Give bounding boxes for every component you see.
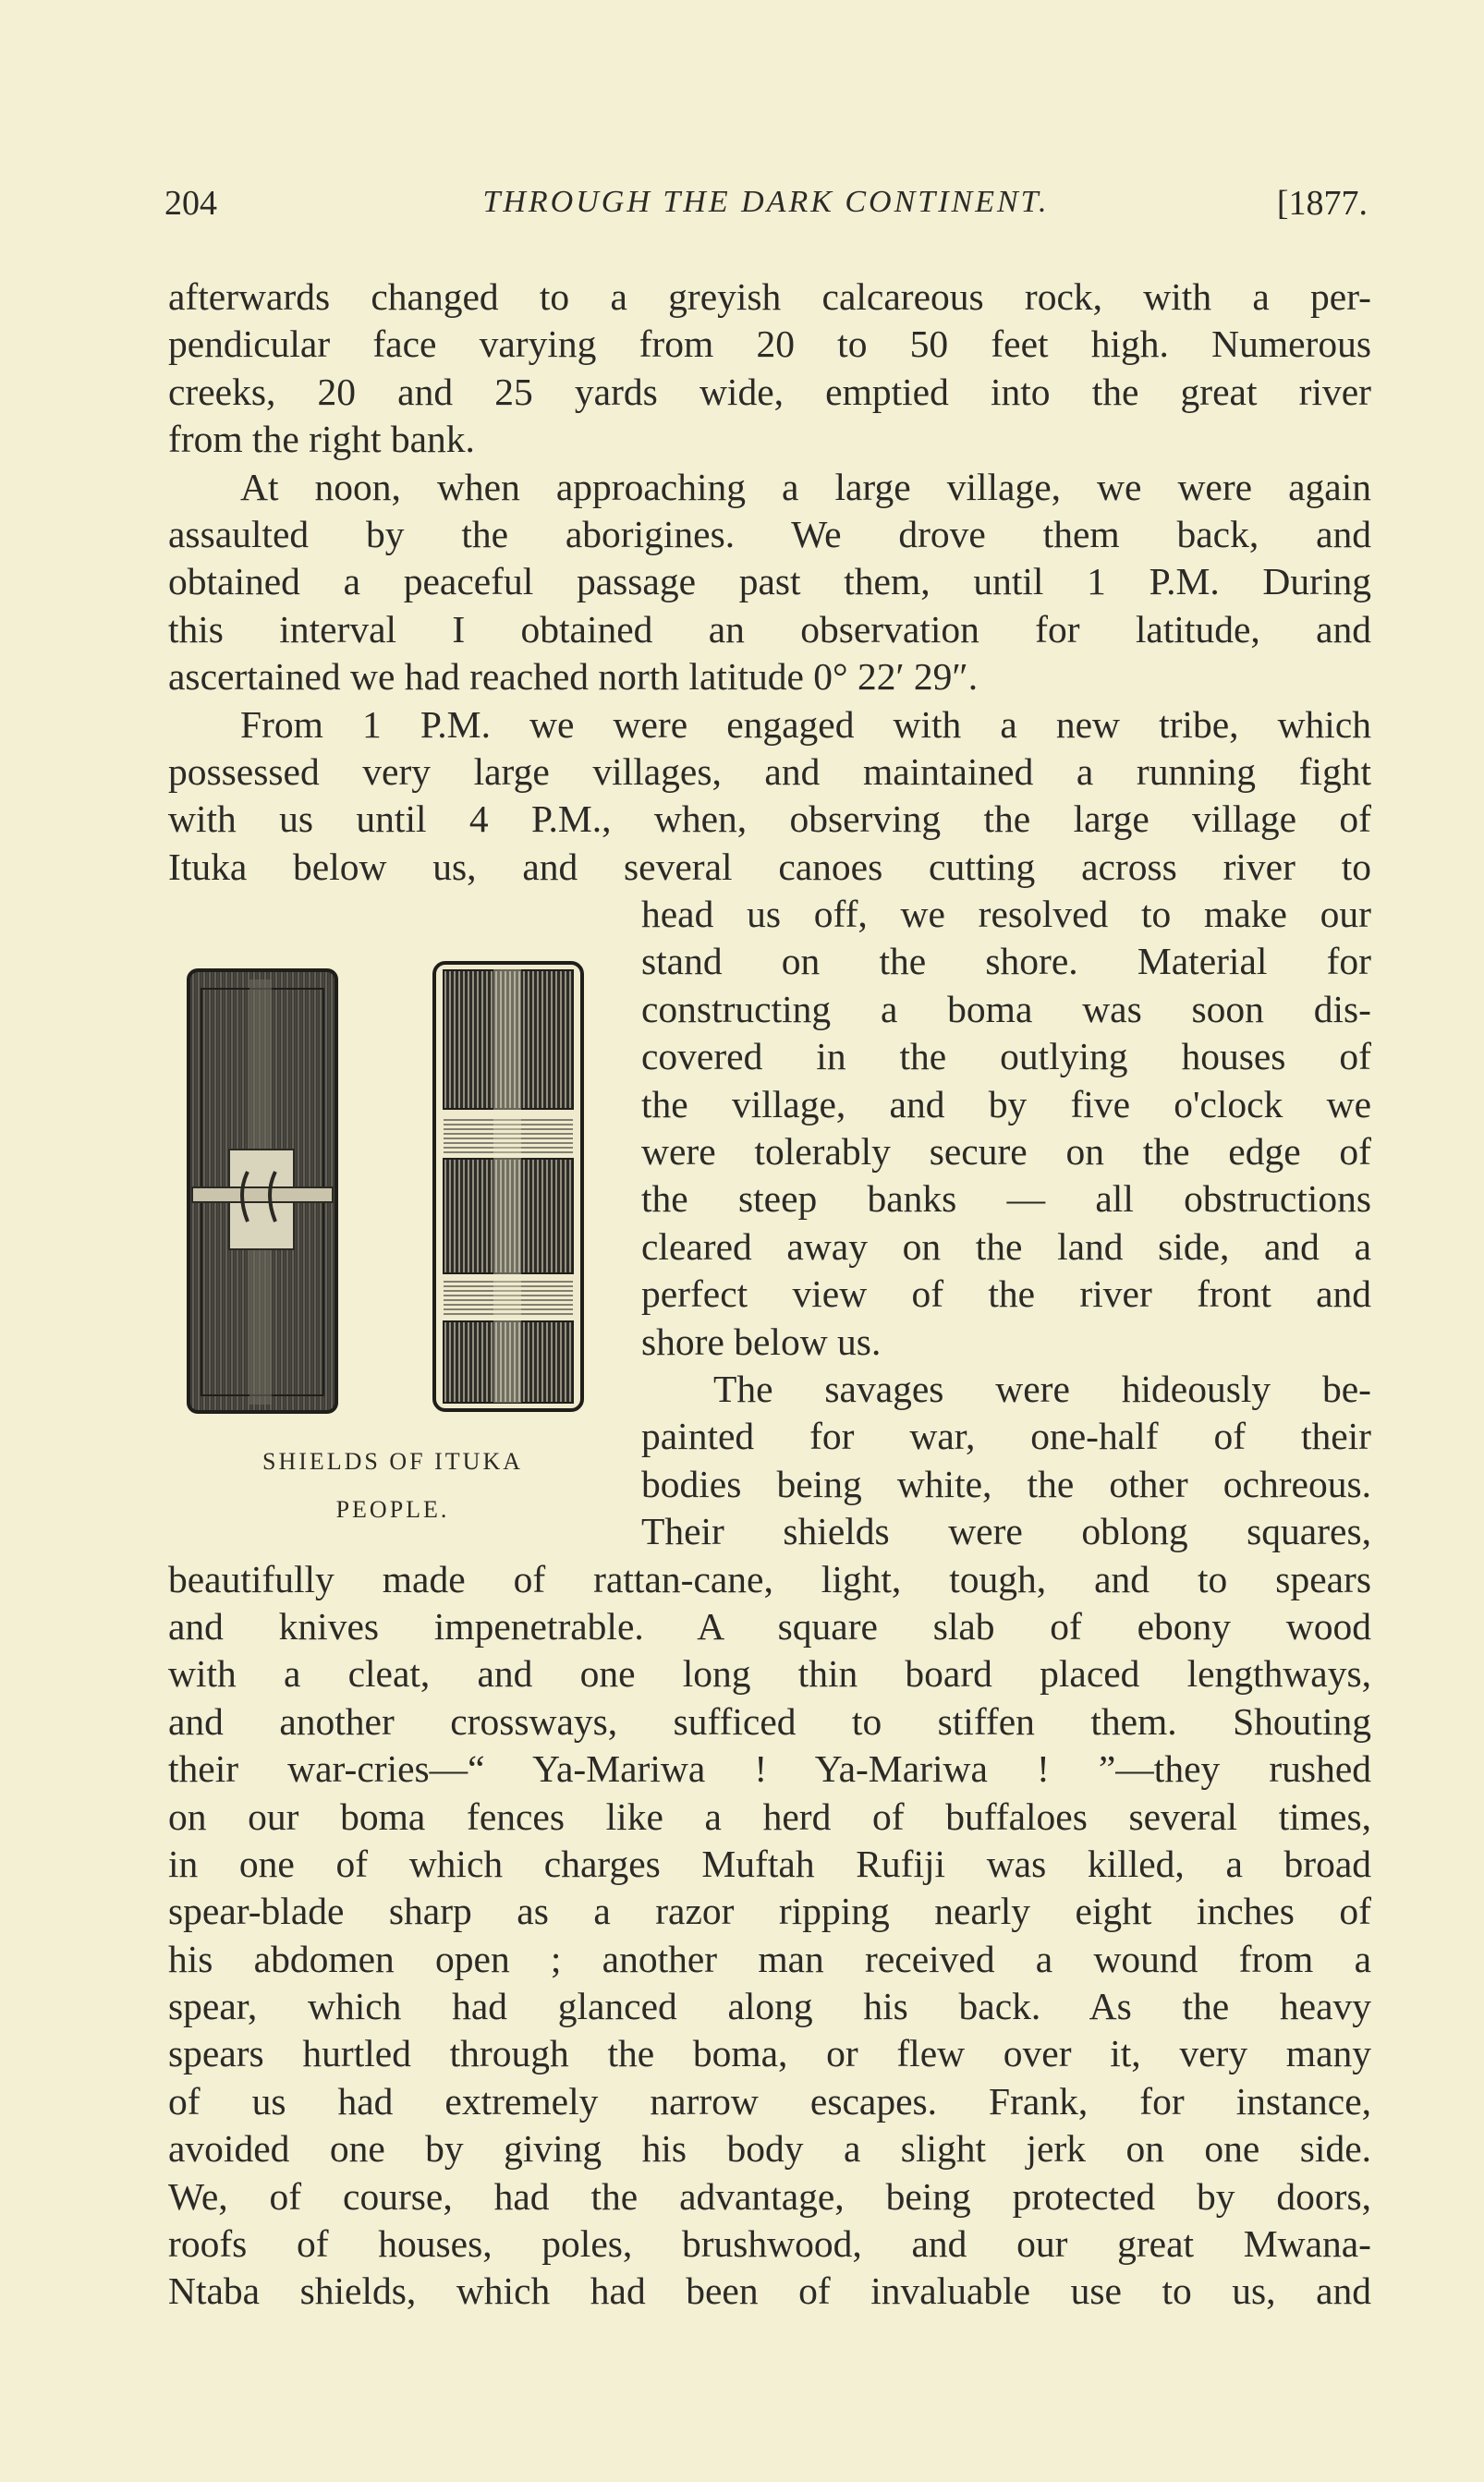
text-line: on our boma fences like a herd of buffaloes several times, [168,1795,1371,1838]
text-line: and another crossways, sufficed to stiffen them. Shouting [168,1699,1371,1743]
text-line: spears hurtled through the boma, or flew over it, very many [168,2032,1371,2075]
running-title: THROUGH THE DARK CONTINENT. [482,185,1050,219]
running-header [164,183,1368,238]
text-line: from the right bank. [168,418,475,461]
shields-engraving [176,952,610,1414]
text-line: At noon, when approaching a large village, we were again [240,465,1371,508]
text-line: and knives impenetrable. A square slab of ebony wood [168,1604,1371,1648]
text-line: painted for war, one-half of their [641,1415,1371,1458]
text-line: From 1 P.M. we were engaged with a new tribe, which [240,702,1371,746]
text-line: their war-cries—“ Ya-Mariwa ! Ya-Mariwa ! ”—they rushed [168,1747,1371,1791]
text-line: Ntaba shields, which had been of invaluable use to us, and [168,2269,1371,2313]
text-line: We, of course, had the advantage, being protected by doors, [168,2174,1371,2218]
text-line: his abdomen open ; another man received a wound from a [168,1937,1371,1980]
text-line: obtained a peaceful passage past them, until 1 P.M. During [168,560,1371,603]
text-line: beautifully made of rattan-cane, light, tough, and to spears [168,1557,1371,1600]
text-line: creeks, 20 and 25 yards wide, emptied into the great river [168,370,1371,413]
text-line: this interval I obtained an observation for latitude, and [168,607,1371,651]
text-line: of us had extremely narrow escapes. Frank, for instance, [168,2079,1371,2123]
text-line: with us until 4 P.M., when, observing the large village of [168,797,1371,841]
text-line: spear, which had glanced along his back. As the heavy [168,1985,1371,2028]
header-year: [1877. [1276,184,1368,223]
text-line: afterwards changed to a greyish calcareous rock, with a per- [168,275,1371,318]
text-line: shore below us. [641,1320,882,1363]
text-line: The savages were hideously be- [713,1367,1371,1410]
text-line: the steep banks — all obstructions [641,1177,1371,1221]
text-line: perfect view of the river front and [641,1272,1371,1316]
text-line: ascertained we had reached north latitude 0° 22′ 29″. [168,655,979,699]
figure-caption [176,1438,610,1534]
text-line: Ituka below us, and several canoes cutting across river to [168,845,1371,888]
text-line: the village, and by five o'clock we [641,1082,1371,1125]
text-line: assaulted by the aborigines. We drove them back, and [168,512,1371,555]
text-line: covered in the outlying houses of [641,1035,1371,1078]
text-line: possessed very large villages, and maintained a running fight [168,749,1371,793]
caption-line-1: SHIELDS OF ITUKA [262,1448,523,1475]
text-line: bodies being white, the other ochreous. [641,1462,1371,1505]
text-line: pendicular face varying from 20 to 50 feet high. Numerous [168,322,1371,366]
text-line: head us off, we resolved to make our [641,893,1371,936]
text-line: spear-blade sharp as a razor ripping nearly eight inches of [168,1890,1371,1933]
text-line: cleared away on the land side, and a [641,1224,1371,1268]
text-line: stand on the shore. Material for [641,940,1371,983]
text-line: avoided one by giving his body a slight jerk on one side. [168,2127,1371,2171]
text-line: with a cleat, and one long thin board placed lengthways, [168,1652,1371,1696]
text-line: constructing a boma was soon dis- [641,987,1371,1030]
text-line: roofs of houses, poles, brushwood, and our great Mwana- [168,2222,1371,2266]
caption-line-2: PEOPLE. [335,1496,450,1523]
text-line: were tolerably secure on the edge of [641,1130,1371,1174]
page-number: 204 [164,184,217,223]
text-line: Their shields were oblong squares, [641,1510,1371,1553]
text-line: in one of which charges Muftah Rufiji was killed, a broad [168,1842,1371,1885]
